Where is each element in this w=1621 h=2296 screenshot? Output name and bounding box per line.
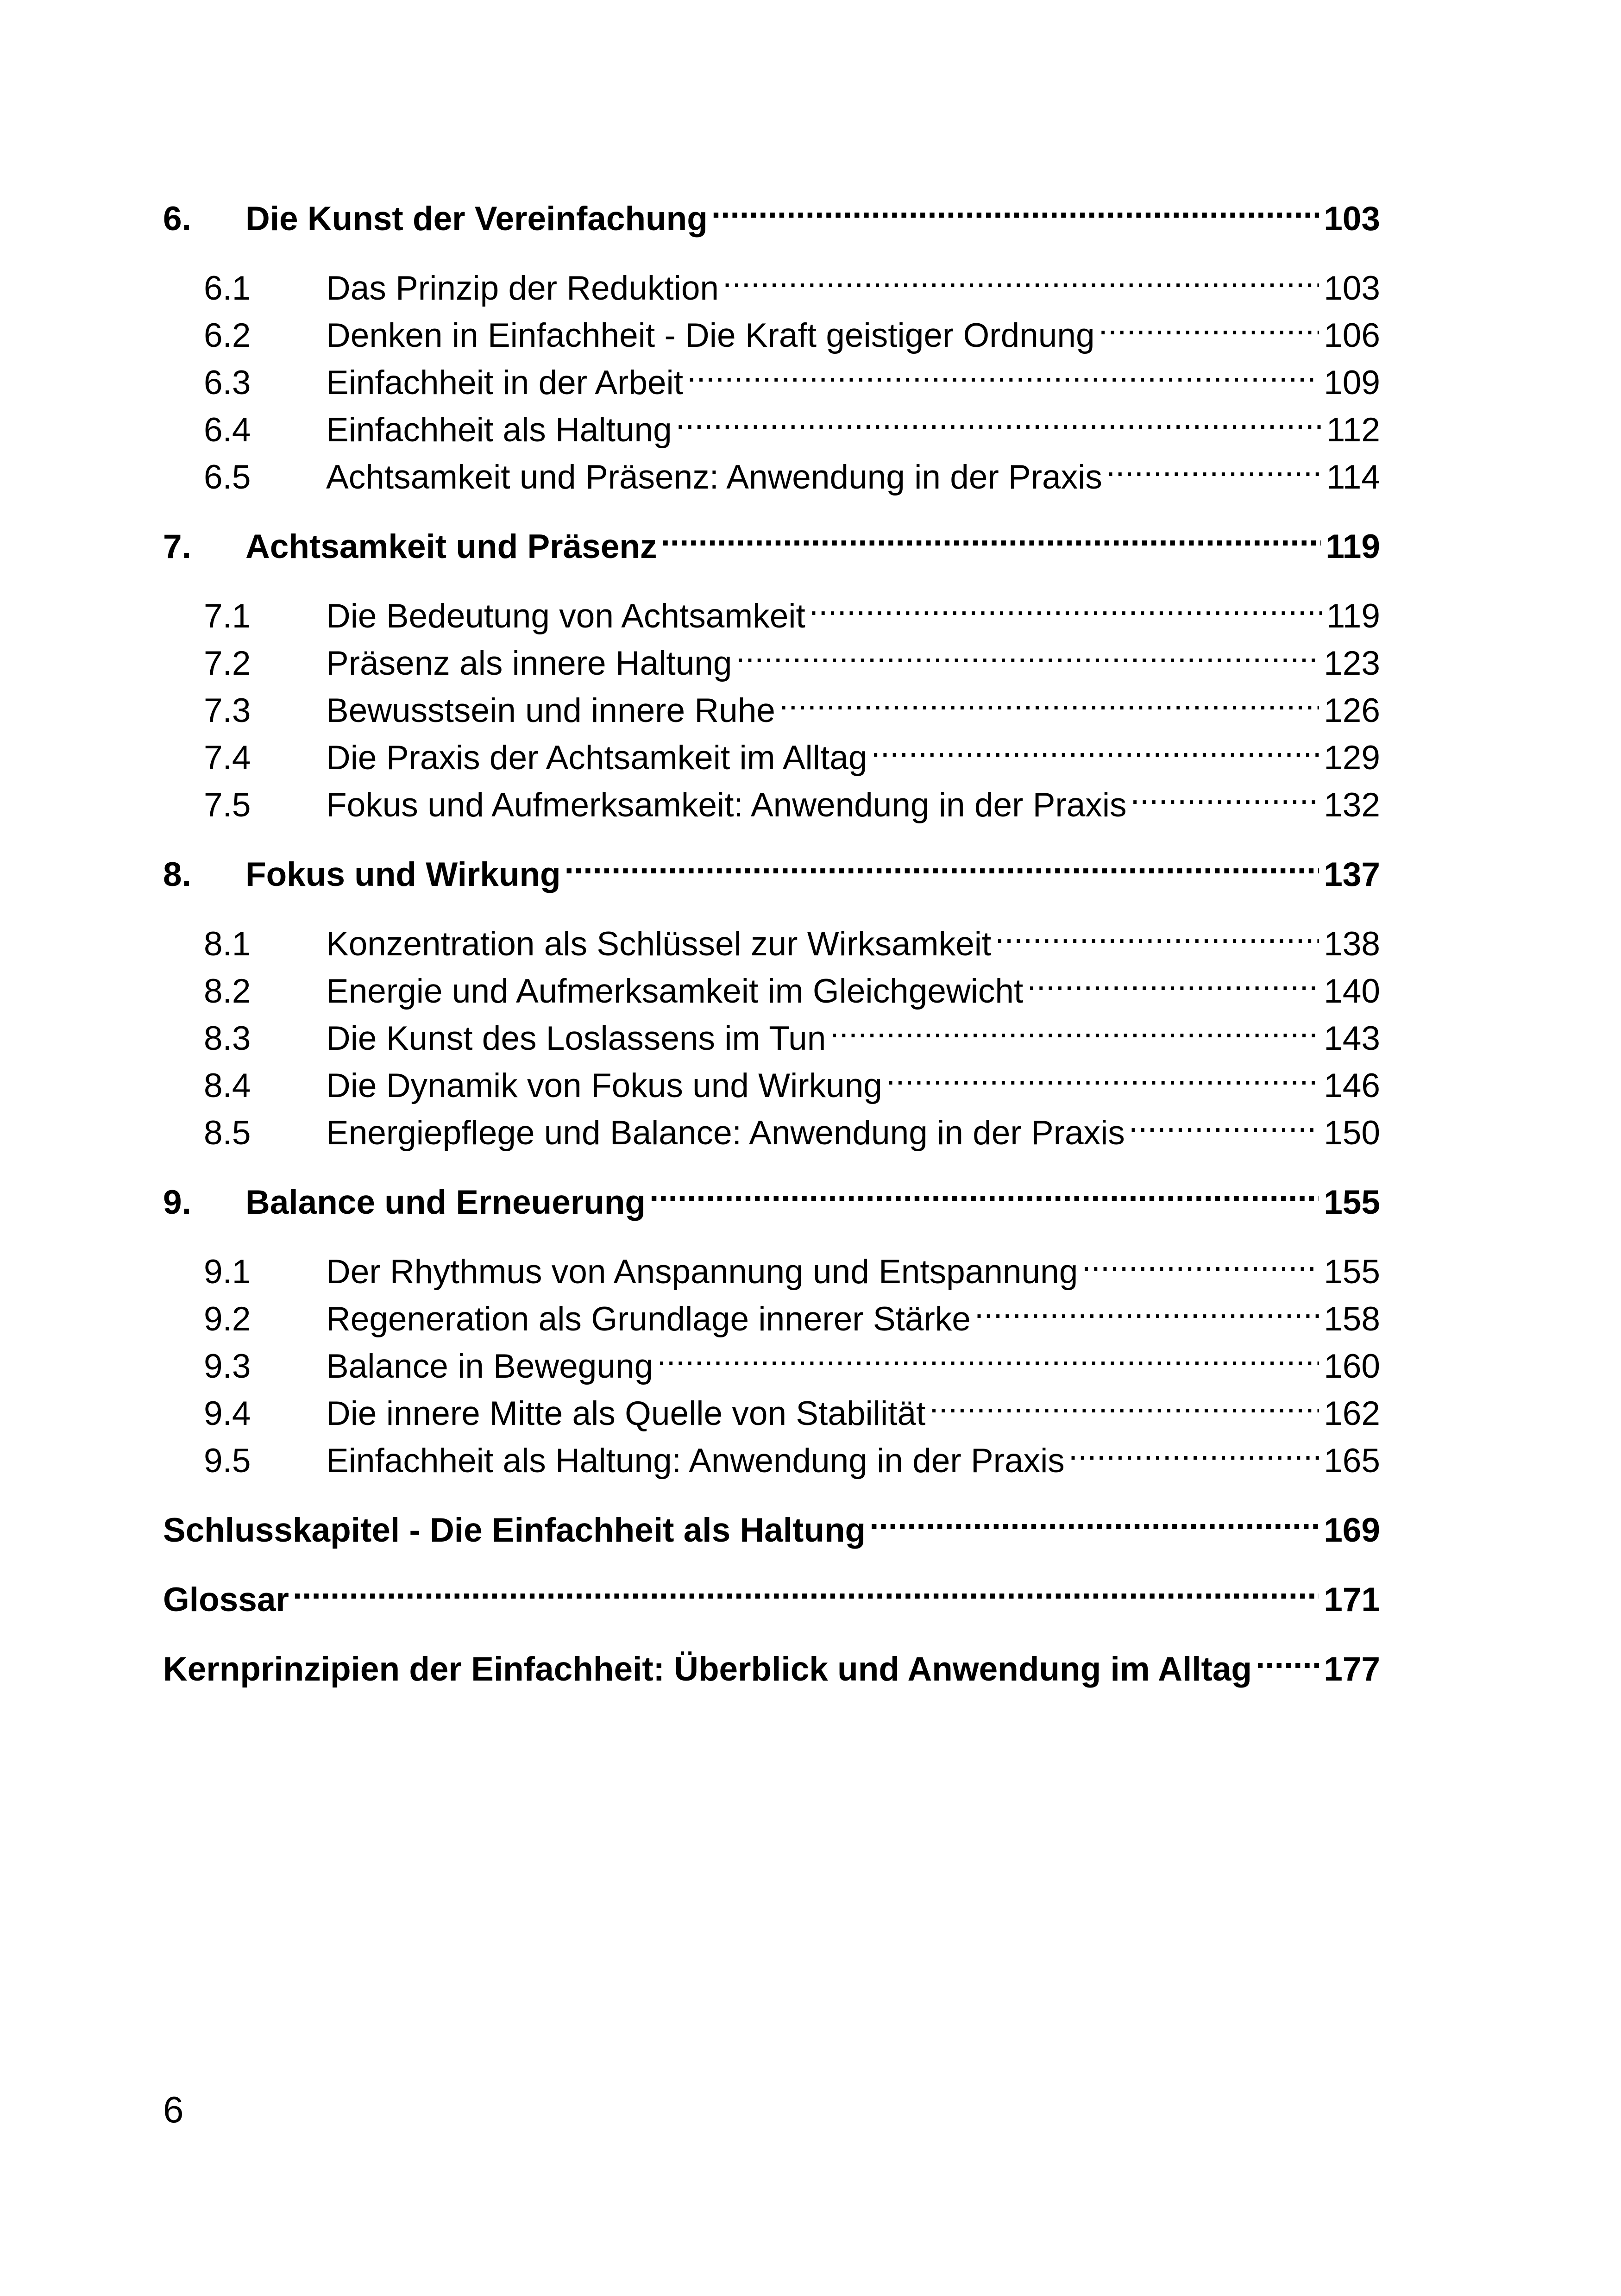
dot-leader	[925, 1378, 1319, 1425]
toc-entry-title: Die innere Mitte als Quelle von Stabilität	[326, 1395, 926, 1432]
toc-chapter-entry	[163, 183, 1380, 238]
toc-chapter-entry	[163, 1633, 1380, 1688]
toc-chapter-entry	[163, 1564, 1380, 1618]
toc-entry-title: Achtsamkeit und Präsenz	[245, 528, 657, 565]
dot-leader	[657, 511, 1321, 558]
toc-entry-page: 119	[1326, 597, 1380, 635]
toc-entry-title: Schlusskapitel - Die Einfachheit als Haltung	[163, 1512, 866, 1549]
toc-entry-title: Die Kunst der Vereinfachung	[245, 200, 708, 238]
toc-entry-number: 8.1	[204, 925, 251, 963]
dot-leader	[1127, 769, 1319, 816]
dot-leader	[708, 183, 1319, 230]
toc-chapter-entry	[163, 511, 1380, 565]
dot-leader	[1125, 1097, 1319, 1144]
toc-entry-page: 106	[1324, 317, 1380, 354]
dot-leader	[826, 1003, 1319, 1050]
toc-entry-page: 137	[1324, 856, 1380, 893]
toc-section-entry	[163, 1236, 1380, 1291]
toc-entry-number: 9.3	[204, 1348, 251, 1385]
toc-entry-number: 8.4	[204, 1067, 251, 1104]
toc-entry-number: 7.	[163, 528, 191, 565]
dot-leader	[775, 675, 1319, 722]
toc-entry-number: 7.2	[204, 645, 251, 682]
toc-entry-number: 9.1	[204, 1253, 251, 1291]
toc-entry-title: Fokus und Wirkung	[245, 856, 561, 893]
toc-entry-title: Glossar	[163, 1581, 289, 1618]
toc-section-entry	[163, 908, 1380, 963]
dot-leader	[1102, 441, 1322, 489]
toc-entry-title: Kernprinzipien der Einfachheit: Überblick und Anwendung im Alltag	[163, 1650, 1252, 1688]
dot-leader	[971, 1283, 1319, 1330]
toc-entry-title: Der Rhythmus von Anspannung und Entspannung	[326, 1253, 1078, 1291]
toc-entry-page: 138	[1324, 925, 1380, 963]
toc-entry-page: 162	[1324, 1395, 1380, 1432]
toc-entry-title: Balance in Bewegung	[326, 1348, 653, 1385]
toc-entry-page: 171	[1324, 1581, 1380, 1618]
toc-entry-number: 6.3	[204, 364, 251, 401]
toc-entry-title: Die Kunst des Loslassens im Tun	[326, 1020, 826, 1057]
dot-leader	[732, 627, 1319, 675]
toc-entry-title: Balance und Erneuerung	[245, 1184, 646, 1221]
dot-leader	[882, 1050, 1319, 1097]
dot-leader	[805, 580, 1322, 627]
page-number: 6	[163, 2089, 184, 2130]
toc-entry-page: 169	[1324, 1512, 1380, 1549]
toc-entry-title: Das Prinzip der Reduktion	[326, 270, 719, 307]
toc-entry-title: Konzentration als Schlüssel zur Wirksamkeit	[326, 925, 992, 963]
toc-entry-number: 6.	[163, 200, 191, 238]
dot-leader	[866, 1494, 1319, 1542]
toc-entry-number: 9.4	[204, 1395, 251, 1432]
toc-chapter-entry	[163, 1494, 1380, 1549]
table-of-contents	[163, 183, 1380, 1688]
dot-leader	[289, 1564, 1319, 1611]
toc-entry-page: 123	[1324, 645, 1380, 682]
toc-entry-page: 126	[1324, 692, 1380, 729]
toc-entry-title: Präsenz als innere Haltung	[326, 645, 732, 682]
toc-entry-number: 6.4	[204, 411, 251, 449]
toc-entry-title: Die Dynamik von Fokus und Wirkung	[326, 1067, 882, 1104]
toc-entry-number: 6.1	[204, 270, 251, 307]
toc-section-entry	[163, 580, 1380, 635]
toc-entry-title: Einfachheit in der Arbeit	[326, 364, 684, 401]
toc-entry-title: Fokus und Aufmerksamkeit: Anwendung in der Praxis	[326, 786, 1127, 824]
toc-entry-number: 9.	[163, 1184, 191, 1221]
toc-entry-page: 129	[1324, 739, 1380, 777]
dot-leader	[672, 394, 1322, 441]
toc-entry-title: Bewusstsein und innere Ruhe	[326, 692, 775, 729]
dot-leader	[867, 722, 1319, 769]
toc-entry-page: 114	[1326, 458, 1380, 496]
toc-entry-page: 150	[1324, 1114, 1380, 1152]
dot-leader	[646, 1167, 1319, 1214]
toc-entry-number: 6.5	[204, 458, 251, 496]
toc-entry-page: 165	[1324, 1442, 1380, 1480]
toc-entry-page: 112	[1326, 411, 1380, 449]
toc-entry-page: 146	[1324, 1067, 1380, 1104]
toc-entry-page: 103	[1324, 270, 1380, 307]
toc-entry-page: 155	[1324, 1184, 1380, 1221]
dot-leader	[1065, 1425, 1319, 1472]
dot-leader	[719, 252, 1319, 300]
toc-chapter-entry	[163, 1167, 1380, 1221]
toc-section-entry	[163, 252, 1380, 307]
toc-entry-title: Einfachheit als Haltung: Anwendung in der Praxis	[326, 1442, 1065, 1480]
toc-entry-number: 7.5	[204, 786, 251, 824]
dot-leader	[1095, 300, 1319, 347]
dot-leader	[561, 839, 1319, 886]
toc-entry-number: 8.3	[204, 1020, 251, 1057]
toc-entry-number: 7.4	[204, 739, 251, 777]
toc-entry-number: 7.3	[204, 692, 251, 729]
toc-entry-page: 109	[1324, 364, 1380, 401]
toc-entry-page: 119	[1326, 528, 1380, 565]
toc-entry-page: 155	[1324, 1253, 1380, 1291]
toc-entry-title: Die Praxis der Achtsamkeit im Alltag	[326, 739, 867, 777]
toc-entry-title: Denken in Einfachheit - Die Kraft geistiger Ordnung	[326, 317, 1095, 354]
toc-chapter-entry	[163, 839, 1380, 893]
toc-entry-number: 8.2	[204, 972, 251, 1010]
toc-entry-title: Achtsamkeit und Präsenz: Anwendung in der Praxis	[326, 458, 1102, 496]
dot-leader	[653, 1330, 1319, 1378]
toc-entry-number: 9.2	[204, 1300, 251, 1338]
toc-entry-title: Einfachheit als Haltung	[326, 411, 672, 449]
toc-entry-page: 103	[1324, 200, 1380, 238]
dot-leader	[683, 347, 1319, 394]
toc-entry-number: 8.5	[204, 1114, 251, 1152]
dot-leader	[1023, 955, 1319, 1003]
toc-entry-title: Energie und Aufmerksamkeit im Gleichgewicht	[326, 972, 1024, 1010]
toc-entry-number: 8.	[163, 856, 191, 893]
toc-entry-page: 143	[1324, 1020, 1380, 1057]
dot-leader	[991, 908, 1319, 955]
toc-entry-page: 140	[1324, 972, 1380, 1010]
dot-leader	[1078, 1236, 1319, 1283]
toc-entry-title: Energiepflege und Balance: Anwendung in der Praxis	[326, 1114, 1125, 1152]
toc-entry-number: 9.5	[204, 1442, 251, 1480]
toc-entry-title: Die Bedeutung von Achtsamkeit	[326, 597, 805, 635]
toc-entry-number: 6.2	[204, 317, 251, 354]
toc-entry-page: 158	[1324, 1300, 1380, 1338]
dot-leader	[1252, 1633, 1319, 1681]
toc-entry-page: 177	[1324, 1650, 1380, 1688]
toc-entry-page: 160	[1324, 1348, 1380, 1385]
toc-entry-page: 132	[1324, 786, 1380, 824]
toc-entry-title: Regeneration als Grundlage innerer Stärke	[326, 1300, 971, 1338]
toc-entry-number: 7.1	[204, 597, 251, 635]
